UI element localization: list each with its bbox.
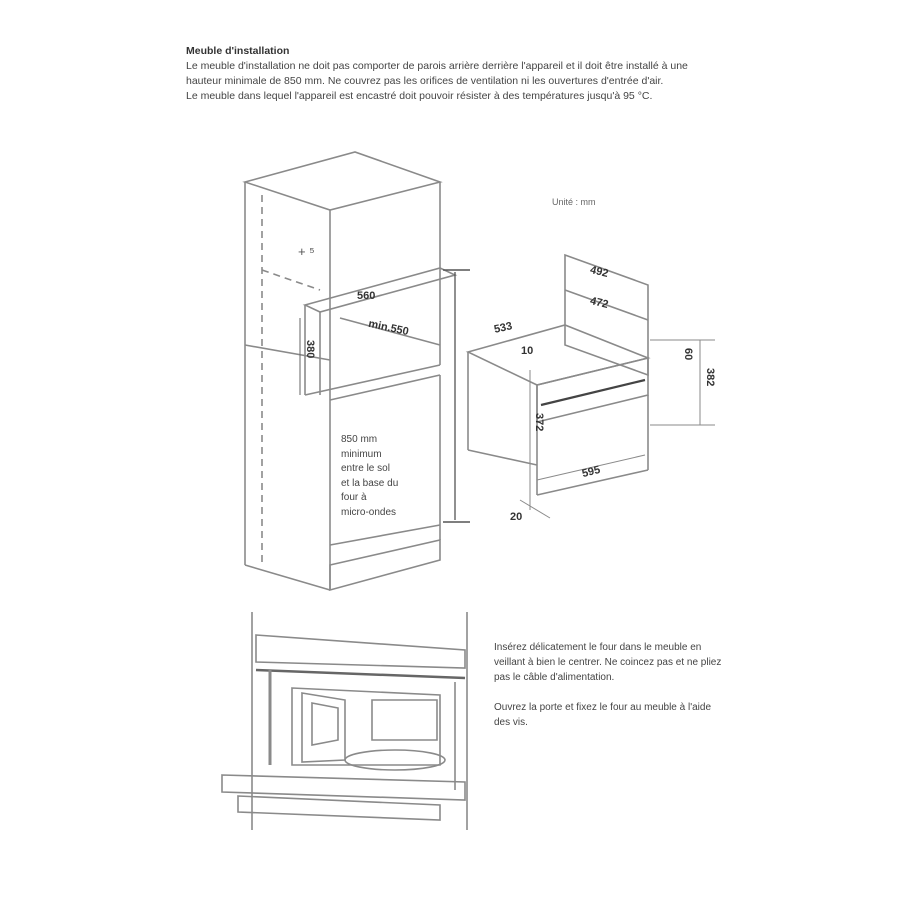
builtin-oven-drawing [222, 612, 467, 830]
dim-width-opening: 560 [357, 290, 376, 302]
cabinet-drawing [245, 152, 470, 590]
dim-front-width: 595 [580, 463, 602, 481]
dim-back-outer: 492 [588, 263, 610, 281]
dim-bottom-offset: 20 [510, 511, 523, 523]
intro-paragraph-1: Le meuble d'installation ne doit pas comporter de parois arrière derrière l'appareil et il doit être installé à une hauteur minimale de 850 mm. Ne couvrez pas les orifices de ventilation ni les ouvertures d'entrée d'air. [186, 60, 688, 87]
unit-label: Unité : mm [552, 197, 596, 207]
note-line: 850 mm [341, 434, 378, 445]
caption-paragraph-1: Insérez délicatement le four dans le meuble en veillant à bien le centrer. Ne coincez pas et ne pliez pas le câble d'alimentation. [494, 642, 722, 683]
cabinet-symbol: + ⁵ [298, 244, 315, 259]
note-line: entre le sol [341, 463, 390, 474]
min-height-note [341, 433, 431, 520]
dim-depth-min: min.550 [367, 317, 410, 339]
install-caption [494, 640, 724, 745]
note-line: four à [341, 492, 367, 503]
note-line: et la base du [341, 477, 399, 489]
dim-top-offset: 10 [521, 345, 534, 357]
dim-total-height: 382 [704, 368, 716, 387]
dim-height-opening: 380 [304, 340, 316, 359]
dim-back-inner: 472 [588, 294, 610, 312]
dim-depth: 533 [492, 320, 514, 336]
dim-panel-height: 60 [682, 348, 694, 361]
caption-paragraph-2: Ouvrez la porte et fixez le four au meuble à l'aide des vis. [494, 702, 712, 728]
note-line: minimum [341, 448, 382, 460]
section-title: Meuble d'installation [186, 45, 290, 57]
dim-body-height: 372 [533, 413, 545, 432]
intro-paragraph-2: Le meuble dans lequel l'appareil est encastré doit pouvoir résister à des températures jusqu'à 95 °C. [186, 90, 653, 102]
note-line: micro-ondes [341, 506, 397, 518]
